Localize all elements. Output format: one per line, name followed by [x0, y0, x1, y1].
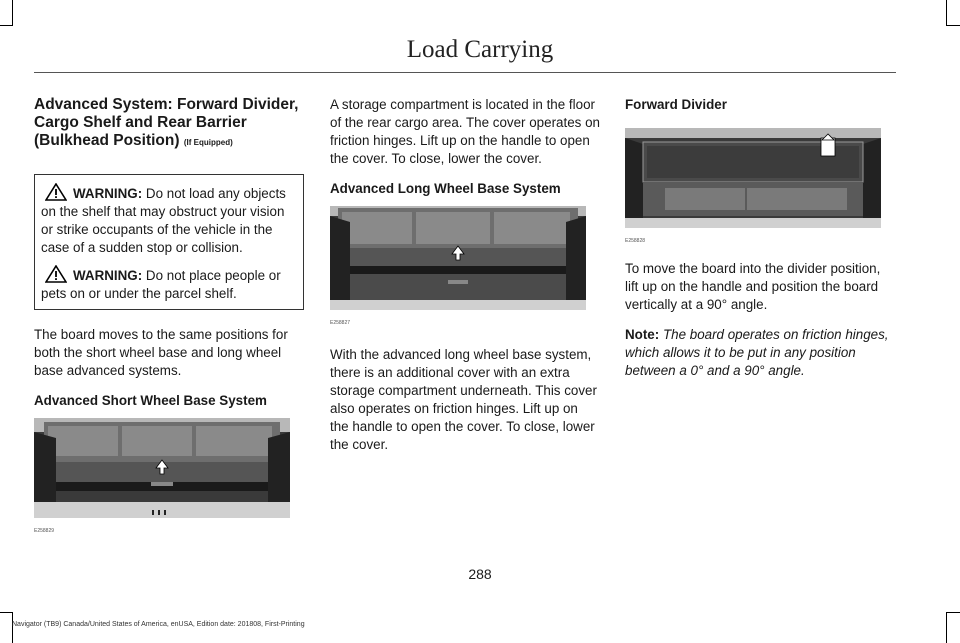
- crop-mark: [0, 25, 13, 26]
- warning-item: [41, 265, 297, 303]
- cargo-area-image: [625, 128, 881, 228]
- header-rule: [34, 72, 896, 73]
- subheading: Forward Divider: [625, 97, 727, 112]
- warning-label: WARNING:: [73, 186, 143, 201]
- column-middle: [330, 96, 600, 466]
- section-title: [34, 96, 304, 152]
- cargo-area-image: [34, 418, 290, 518]
- crop-mark: [12, 0, 13, 26]
- section-title-text: Advanced System: Forward Divider, Cargo Shelf and Rear Barrier (Bulkhead Position): [34, 96, 299, 149]
- crop-mark: [946, 612, 947, 643]
- column-right: [625, 96, 895, 392]
- column-left: [34, 96, 304, 540]
- warning-triangle-icon: [45, 183, 67, 201]
- figure-code: E258827: [330, 320, 351, 326]
- cargo-illustration-long-wheelbase: [330, 206, 586, 310]
- figure-code: E258829: [34, 528, 55, 534]
- note-text: The board operates on friction hinges, which allows it to be put in any position between a 0° and a 90° angle.: [625, 327, 889, 378]
- body-paragraph: A storage compartment is located in the floor of the rear cargo area. The cover operates on friction hinges. Lift up on the handle to open the cover. To close, lower the cover.: [330, 97, 600, 166]
- body-paragraph: The board moves to the same positions for both the short wheel base and long wheel base advanced systems.: [34, 327, 288, 378]
- warning-box: [34, 174, 304, 310]
- note-label: Note:: [625, 327, 660, 342]
- cargo-area-image: [330, 206, 586, 310]
- warning-text: Do not load any objects on the shelf that may obstruct your vision or strike occupants of the vehicle in the case of a sudden stop or collision.: [41, 186, 286, 255]
- warning-text: Do not place people or pets on or under the parcel shelf.: [41, 268, 281, 301]
- if-equipped-label: (If Equipped): [183, 138, 233, 147]
- crop-mark: [946, 612, 960, 613]
- warning-triangle-icon: [45, 265, 67, 283]
- warning-item: [41, 183, 297, 257]
- cargo-illustration-short-wheelbase: [34, 418, 290, 518]
- subheading: Advanced Long Wheel Base System: [330, 181, 561, 196]
- page-number: 288: [468, 566, 492, 582]
- body-paragraph: To move the board into the divider position, lift up on the handle and position the board vertically at a 90° angle.: [625, 261, 881, 312]
- page-header-title: Load Carrying: [406, 36, 554, 63]
- footer-text: Navigator (TB9) Canada/United States of America, enUSA, Edition date: 201808, First-Printing: [12, 621, 305, 628]
- figure-code: E258828: [625, 238, 646, 244]
- crop-mark: [946, 0, 947, 26]
- crop-mark: [946, 25, 960, 26]
- body-paragraph: With the advanced long wheel base system, there is an additional cover with an extra storage compartment underneath. This cover also operates on friction hinges. Lift up on the handle to open the cover. To close, lower the cover.: [330, 347, 597, 452]
- note-paragraph: [625, 326, 895, 380]
- cargo-illustration-forward-divider: [625, 128, 881, 228]
- subheading: Advanced Short Wheel Base System: [34, 393, 267, 408]
- crop-mark: [0, 612, 13, 613]
- warning-label: WARNING:: [73, 268, 143, 283]
